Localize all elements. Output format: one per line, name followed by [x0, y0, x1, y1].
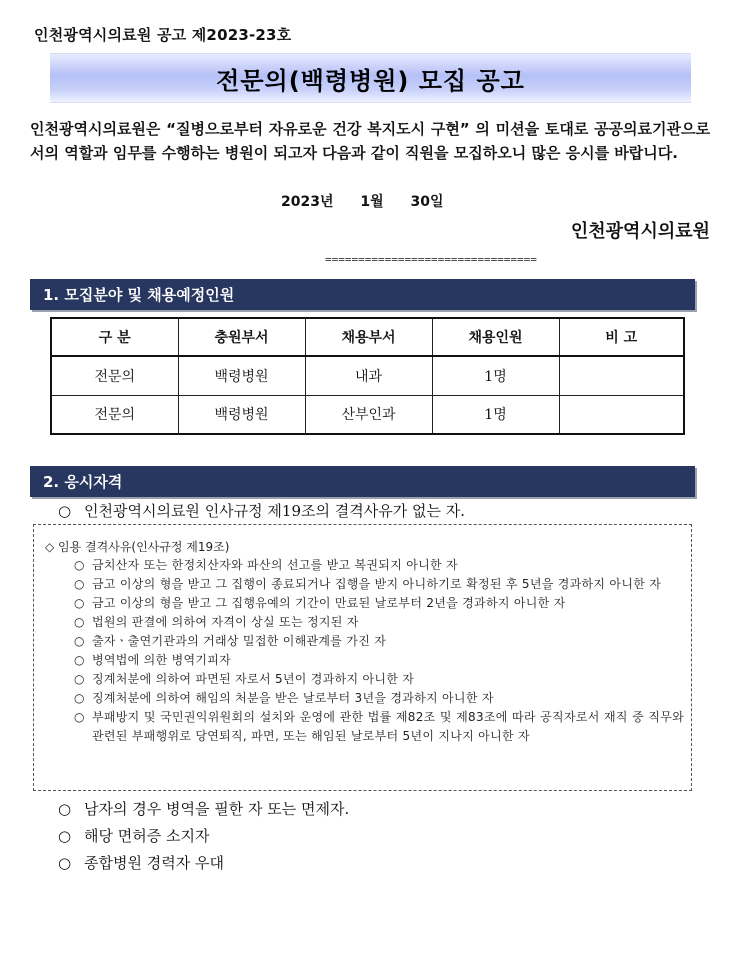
bullet-icon: ○ — [58, 854, 72, 872]
intro-paragraph: 인천광역시의료원은 “질병으로부터 자유로운 건강 복지도시 구현” 의 미션을 토대로 공공의료기관으로서의 역할과 임무를 수행하는 병원이 되고자 다음과 같이 직원을 모집하오니 많은 응시를 바랍니다. — [30, 120, 710, 162]
notice-number: 인천광역시의료원 공고 제2023-23호 — [34, 26, 292, 44]
column-header: 비 고 — [559, 318, 684, 356]
list-item: ○ 금고 이상의 형을 받고 그 집행이 종료되거나 집행을 받지 아니하기로 확정된 후 5년을 경과하지 아니한 자 — [74, 575, 684, 594]
qualification-text: 종합병원 경력자 우대 — [84, 854, 224, 872]
date-day: 30일 — [410, 194, 444, 210]
list-item: ○ 징계처분에 의하여 해임의 처분을 받은 날로부터 3년을 경과하지 아니한 자 — [74, 689, 684, 708]
list-item: ○ 병역법에 의한 병역기피자 — [74, 651, 684, 670]
qualification-item — [58, 798, 349, 819]
table-cell: 전문의 — [51, 395, 178, 434]
table-cell — [559, 356, 684, 395]
column-header: 채용인원 — [432, 318, 559, 356]
qualification-text: 남자의 경우 병역을 필한 자 또는 면제자. — [84, 800, 350, 818]
qualification-item — [58, 500, 465, 521]
qualification-item — [58, 852, 224, 873]
table-cell: 산부인과 — [305, 395, 432, 434]
disqualification-title: ◇ 임용 결격사유(인사규정 제19조) — [45, 540, 230, 554]
bullet-icon: ○ — [58, 502, 72, 520]
separator-line: ================================ — [325, 253, 537, 266]
bullet-icon: ○ — [58, 827, 72, 845]
list-item: ○ 금고 이상의 형을 받고 그 집행유예의 기간이 만료된 날로부터 2년을 경과하지 아니한 자 — [74, 594, 684, 613]
list-item: ○ 징계처분에 의하여 파면된 자로서 5년이 경과하지 아니한 자 — [74, 670, 684, 689]
table-cell: 1명 — [432, 395, 559, 434]
list-item: ○ 출자ㆍ출연기관과의 거래상 밀접한 이해관계를 가진 자 — [74, 632, 684, 651]
list-item: ○ 법원의 판결에 의하여 자격이 상실 또는 정지된 자 — [74, 613, 684, 632]
list-item: ○ 금치산자 또는 한정치산자와 파산의 선고를 받고 복권되지 아니한 자 — [74, 556, 684, 575]
qualification-item — [58, 825, 209, 846]
column-header: 충원부서 — [178, 318, 305, 356]
column-header: 채용부서 — [305, 318, 432, 356]
date-year: 2023년 — [281, 194, 334, 210]
table-row — [51, 395, 684, 434]
qualification-text: 인천광역시의료원 인사규정 제19조의 결격사유가 없는 자. — [84, 502, 465, 520]
table-cell: 내과 — [305, 356, 432, 395]
notice-date — [281, 191, 466, 211]
column-header: 구 분 — [51, 318, 178, 356]
table-cell: 백령병원 — [178, 395, 305, 434]
organization-name: 인천광역시의료원 — [570, 221, 710, 242]
table-cell — [559, 395, 684, 434]
recruitment-table — [50, 317, 685, 435]
qualification-text: 해당 면허증 소지자 — [84, 827, 210, 845]
page-title: 전문의(백령병원) 모집 공고 — [216, 66, 525, 95]
section-heading-recruitment: 1. 모집분야 및 채용예정인원 — [30, 279, 695, 310]
date-month: 1월 — [360, 194, 384, 210]
disqualification-box — [33, 524, 692, 791]
table-cell: 1명 — [432, 356, 559, 395]
table-row — [51, 356, 684, 395]
table-cell: 백령병원 — [178, 356, 305, 395]
bullet-icon: ○ — [58, 800, 72, 818]
disqualification-list — [74, 556, 684, 746]
table-header-row — [51, 318, 684, 356]
list-item: ○ 부패방지 및 국민권익위원회의 설치와 운영에 관한 법률 제82조 및 제83조에 따라 공직자로서 재직 중 직무와 관련된 부패행위로 당연퇴직, 파면, 또는 해임된 날로부터 5년이 지나지 아니한 자 — [74, 708, 684, 746]
title-banner — [50, 53, 691, 103]
section-heading-qualifications: 2. 응시자격 — [30, 466, 695, 497]
table-cell: 전문의 — [51, 356, 178, 395]
